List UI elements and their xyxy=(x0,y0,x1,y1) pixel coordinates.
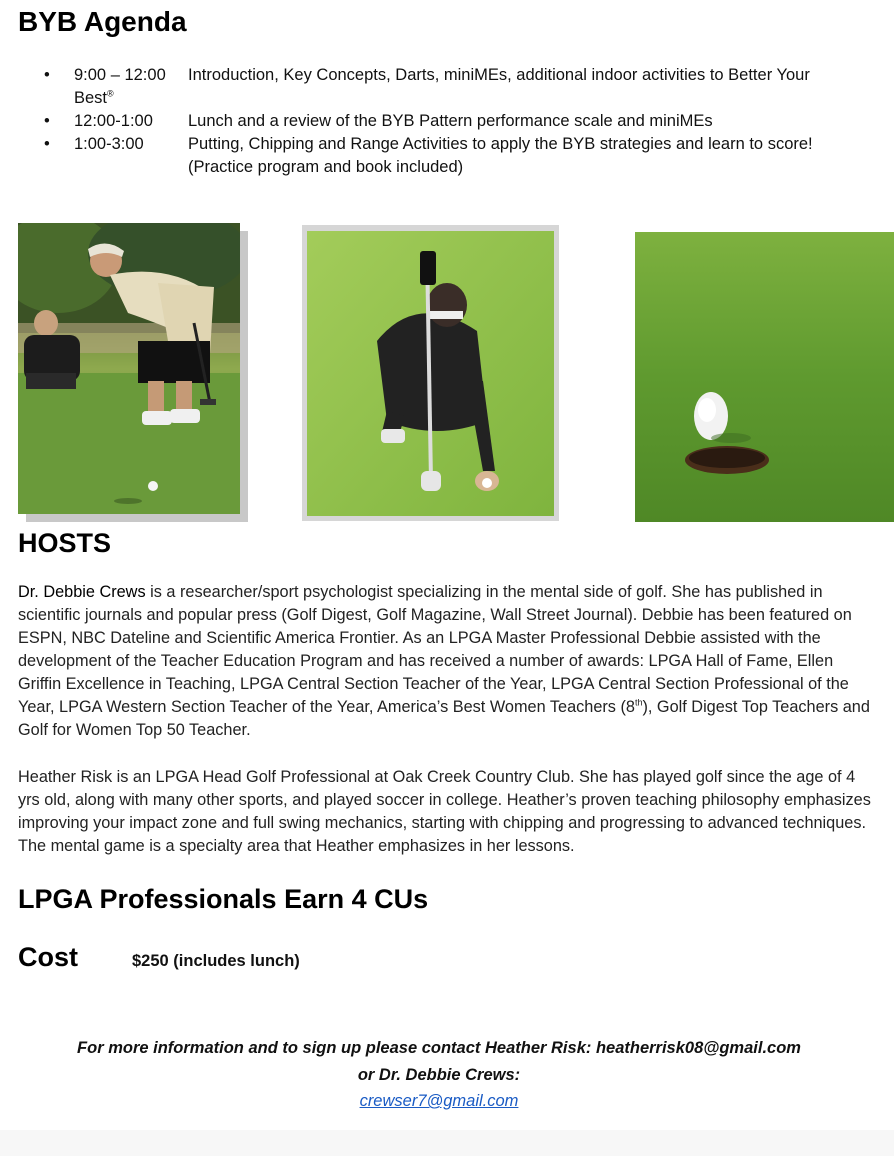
golfer-crouching-photo xyxy=(307,231,554,516)
agenda-desc: Putting, Chipping and Range Activities to apply the BYB strategies and learn to score! xyxy=(188,135,813,153)
agenda-desc-wrap xyxy=(74,87,114,110)
golfer-crouching-image xyxy=(307,231,554,516)
contact-email-row xyxy=(0,1092,878,1111)
agenda-desc: (Practice program and book included) xyxy=(188,158,464,176)
agenda-time: 9:00 – 12:00 xyxy=(74,66,166,84)
agenda-title: BYB Agenda xyxy=(18,6,187,37)
agenda-spacer xyxy=(74,156,188,179)
agenda-desc-text: Best xyxy=(74,89,108,107)
golfer-putting-image xyxy=(18,223,240,514)
cost-value: $250 (includes lunch) xyxy=(132,952,300,970)
bullet-icon: • xyxy=(44,135,50,153)
bio-name: Dr. Debbie Crews xyxy=(18,583,146,601)
ball-near-hole-photo xyxy=(635,232,894,522)
ball-near-hole-image xyxy=(635,232,894,522)
registered-mark: ® xyxy=(107,88,114,99)
contact-line: For more information and to sign up please contact Heather Risk: heatherrisk08@gmail.com xyxy=(77,1039,801,1057)
golfer-putting-photo xyxy=(18,223,240,514)
agenda-item xyxy=(44,133,864,156)
agenda-item xyxy=(44,64,864,87)
contact-line-2: or Dr. Debbie Crews: xyxy=(357,1066,521,1084)
agenda-time: 12:00-1:00 xyxy=(74,112,153,130)
agenda-time: 1:00-3:00 xyxy=(74,135,144,153)
agenda-list xyxy=(44,64,864,179)
bullet-icon: • xyxy=(44,112,50,130)
agenda-desc-text: Introduction, Key Concepts, Darts, miniMEs, additional indoor activities to Better Your xyxy=(188,66,810,84)
hosts-heading: HOSTS xyxy=(18,528,112,558)
agenda-item-continued xyxy=(44,87,864,110)
earn-heading: LPGA Professionals Earn 4 CUs xyxy=(18,884,429,914)
agenda-desc: Lunch and a review of the BYB Pattern performance scale and miniMEs xyxy=(188,112,713,130)
bio-text: is a researcher/sport psychologist specializing in the mental side of golf. She has published in scientific journals and popular press (Golf Digest, Golf Magazine, Wall Street Journal). Debbie has been featured on ESPN, NBC Dateline and Scientific America Frontier. As an LPGA Master Professional Debbie assisted with the development of the Teacher Education Program and has received a number of awards: LPGA Hall of Fame, Ellen Griffin Excellence in Teaching, LPGA Central Section Teacher of the Year, LPGA Central Section Professional of the Year, LPGA Western Section Teacher of the Year, America’s Best Women Teachers (8 xyxy=(18,583,852,716)
agenda-item xyxy=(44,110,864,133)
bio-heather-risk: Heather Risk is an LPGA Head Golf Professional at Oak Creek Country Club. She has played golf since the age of 4 yrs old, along with many other sports, and played soccer in college. Heather’s proven teaching philosophy emphasizes improving your impact zone and full swing mechanics, starting with chipping and progressing to advanced techniques. The mental game is a specialty area that Heather emphasizes in her lessons. xyxy=(18,768,871,855)
agenda-desc xyxy=(188,64,864,87)
agenda-item-continued xyxy=(44,156,864,179)
ordinal-suffix: th xyxy=(634,697,643,708)
bullet-icon: • xyxy=(44,66,50,84)
footer-band xyxy=(0,1130,894,1156)
bio-tail: ), Golf Digest Top Teachers and Golf for Women Top 50 Teacher. xyxy=(18,698,870,739)
email-link[interactable]: crewser7@gmail.com xyxy=(359,1092,519,1110)
cost-label: Cost xyxy=(18,942,78,972)
bio-debbie-crews xyxy=(18,581,878,742)
